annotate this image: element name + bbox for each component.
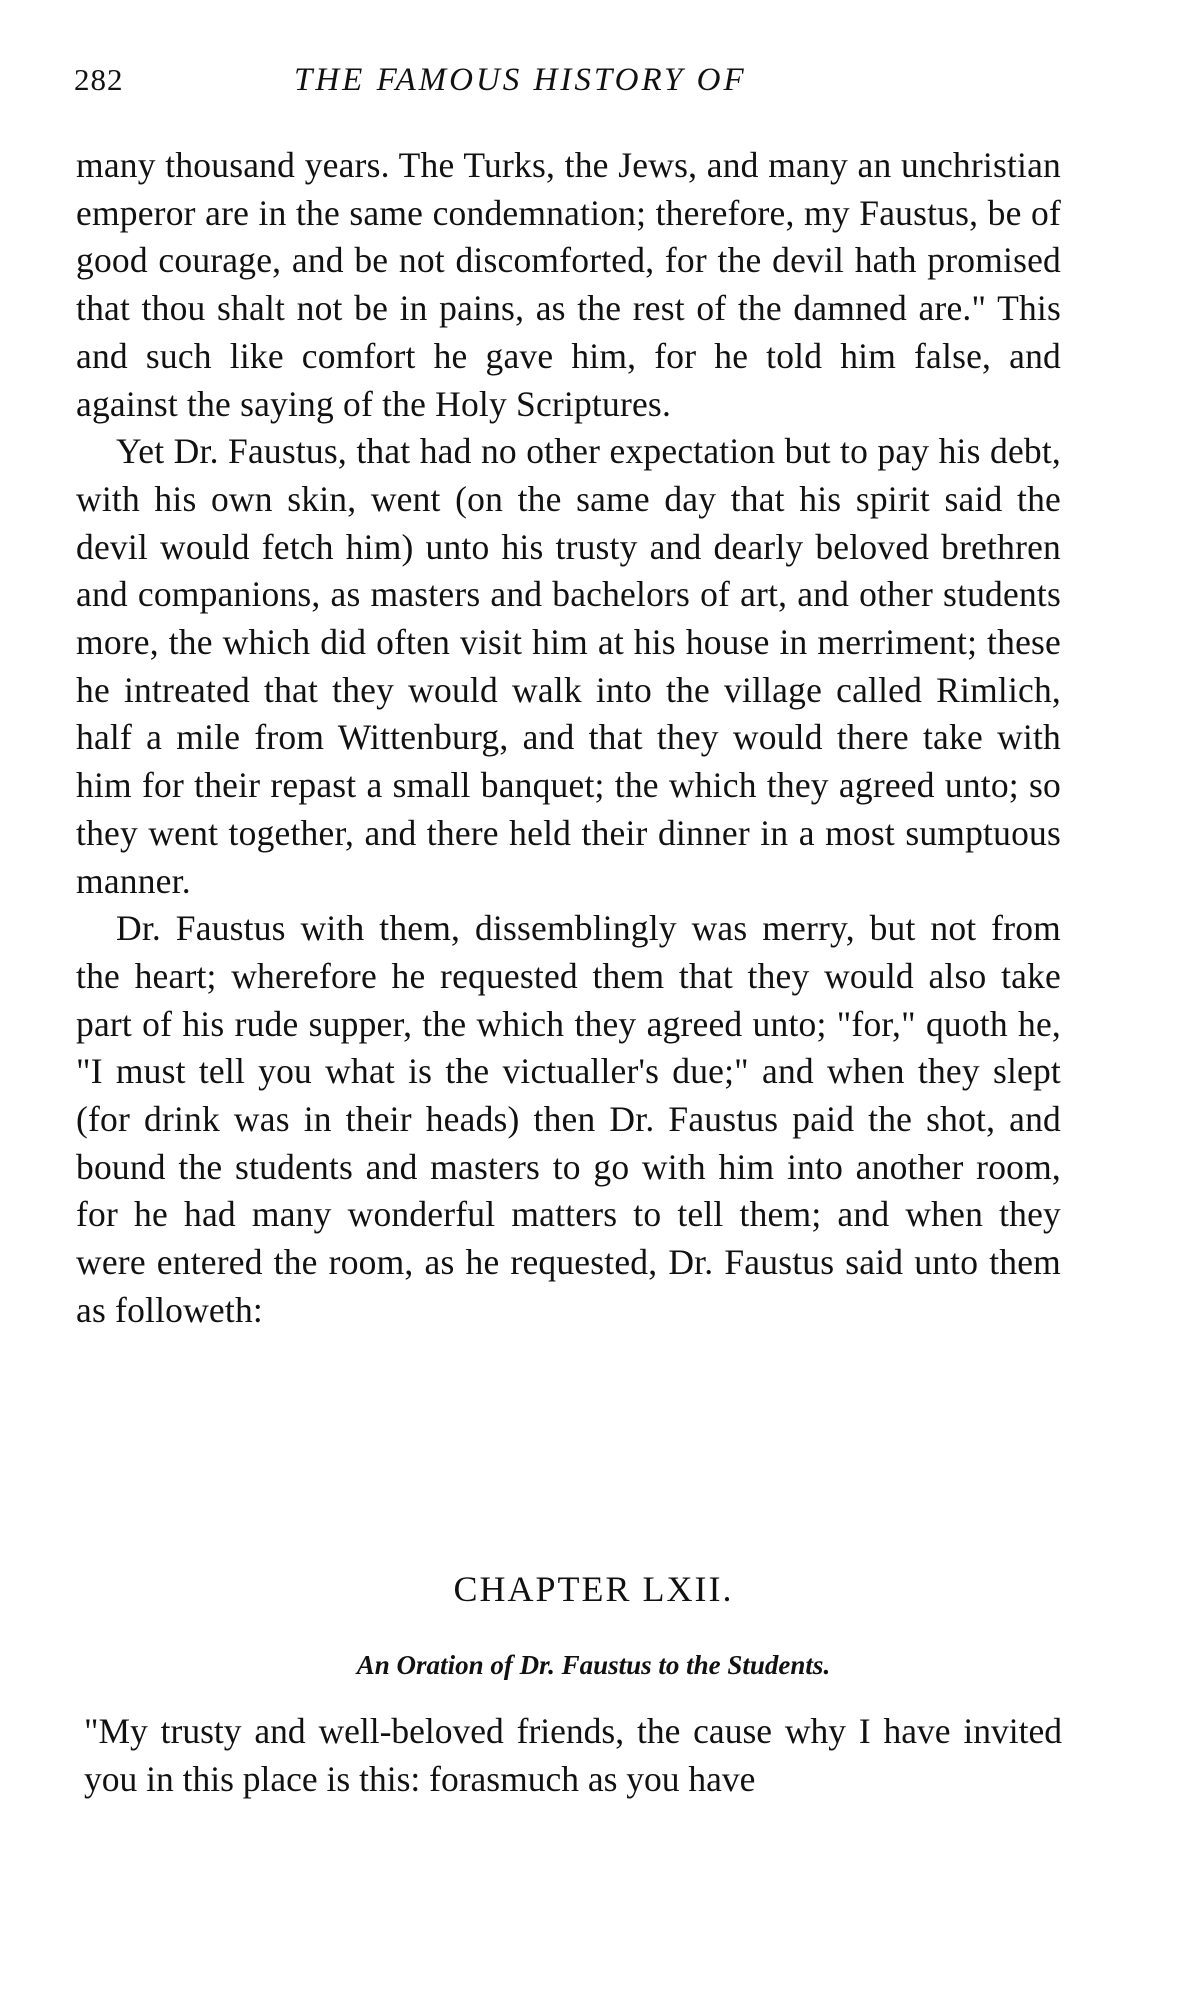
paragraph: Yet Dr. Faustus, that had no other expectation but to pay his debt, with his own skin, went (on the same day that his spirit said the devil would fetch him) unto his trusty and dearly beloved brethren and companions, as masters and bachelors of art, and other students more, the which did often visit him at his house in merriment; these he intreated that they would walk into the village called Rimlich, half a mile from Wittenburg, and that they would there take with him for their repast a small banquet; the which they agreed unto; so they went together, and there held their dinner in a most sumptuous manner.: [76, 431, 1061, 901]
chapter-subtitle: An Oration of Dr. Faustus to the Students.: [356, 1650, 831, 1680]
paragraph: many thousand years. The Turks, the Jews, and many an unchristian emperor are in the same condemnation; therefore, my Faustus, be of good courage, and be not discomforted, for the devil hath promised that thou shalt not be in pains, as the rest of the damned are." This and such like comfort he gave him, for he told him false, and against the saying of the Holy Scriptures.: [76, 145, 1061, 424]
paragraph: "My trusty and well-beloved friends, the cause why I have invited you in this place is this: forasmuch as you have: [84, 1711, 1062, 1799]
paragraph: Dr. Faustus with them, dissemblingly was merry, but not from the heart; wherefore he requested them that they would also take part of his rude supper, the which they agreed unto; "for," quoth he, "I must tell you what is the victualler's due;" and when they slept (for drink was in their heads) then Dr. Faustus paid the shot, and bound the students and masters to go with him into another room, for he had many wonderful matters to tell them; and when they were entered the room, as he requested, Dr. Faustus said unto them as followeth:: [76, 908, 1061, 1330]
page-header: [74, 62, 1107, 112]
body-text: [76, 142, 1061, 1335]
page-number: 282: [74, 62, 124, 97]
running-title: THE FAMOUS HISTORY OF: [294, 62, 747, 98]
chapter-title: CHAPTER LXII.: [453, 1569, 734, 1609]
oration-text: [84, 1708, 1062, 1803]
